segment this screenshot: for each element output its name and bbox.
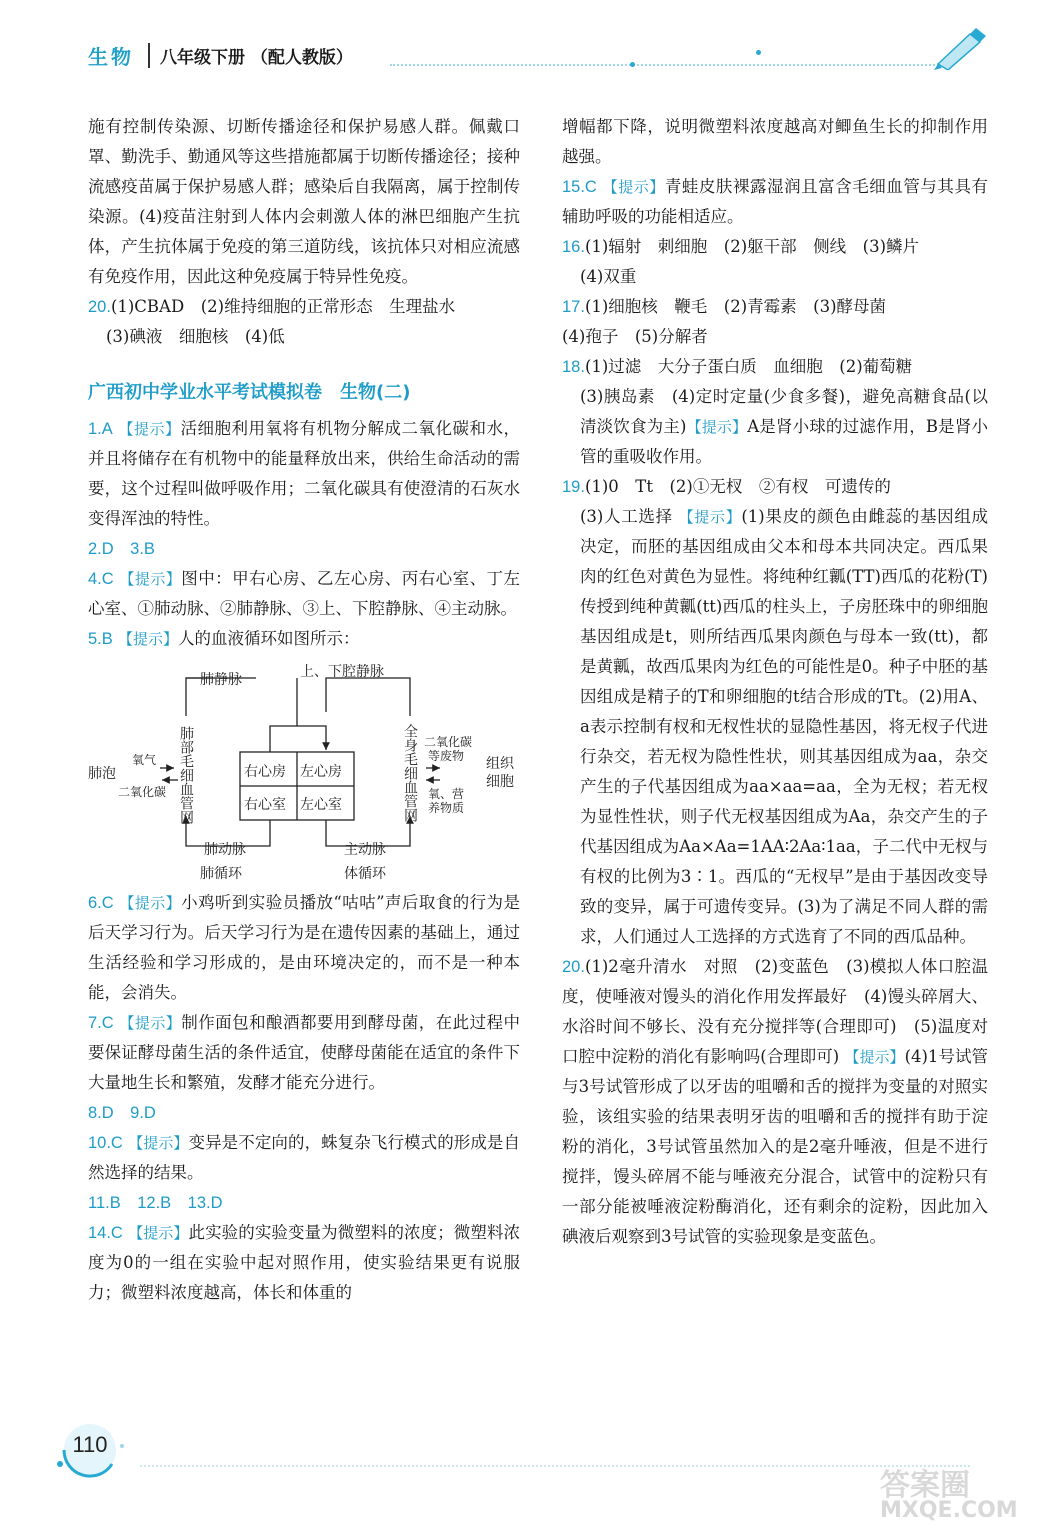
hint-tag: 【提示】 xyxy=(686,418,748,436)
answer-10 xyxy=(88,1128,520,1188)
answer-number: 20. xyxy=(562,958,585,976)
label-left-ventricle: 左心室 xyxy=(300,797,342,813)
hint-tag: 【提示】 xyxy=(118,630,179,648)
label-right-atrium: 右心房 xyxy=(244,764,286,780)
label-body-capillaries: 全身毛细血管网 xyxy=(402,724,418,822)
label-pulmonary-vein: 肺静脉 xyxy=(200,672,242,688)
answer-number: 7.C xyxy=(88,1014,114,1032)
label-lung-capillaries: 肺部毛细血管网 xyxy=(178,726,194,824)
label-nutrients: 氧、营 xyxy=(428,787,465,801)
answer-text: (1)果皮的颜色由雌蕊的基因组成决定，而胚的基因组成由父本和母本共同决定。西瓜果肉的红色对黄色为显性。将纯种红瓤(TT)西瓜的花粉(T)传授到纯种黄瓤(tt)西瓜的柱头上，子房胚珠中的卵细胞基因组成是t，则所结西瓜果肉颜色与母本一致(tt)，都是黄瓤，故西瓜果肉为红色的可能性是0。种子中胚的基因组成是精子的T和卵细胞的t结合形成的Tt。(2)用A、a表示控制有杈和无杈性状的显隐性基因，将无杈子代进行杂交，若无杈为隐性性状，则其基因组成为aa，杂交产生的子代基因组成为aa×aa=aa，全为无杈；若无杈为显性性状，则子代无杈基因组成为Aa，杂交产生的子代基因组成为Aa×Aa=1AA∶2Aa∶1aa，子二代中无杈与有杈的比例为3∶1。西瓜的“无杈早”是由于基因改变导致的变异，属于可遗传变异。(3)为了满足不同人群的需求，人们通过人工选择的方式选育了不同的西瓜品种。 xyxy=(580,507,988,946)
answer-19-cont xyxy=(562,502,988,952)
hint-tag: 【提示】 xyxy=(119,894,182,912)
answer-19 xyxy=(562,472,988,502)
hint-tag: 【提示】 xyxy=(119,1014,182,1032)
answer-8-9: 8.D 9.D xyxy=(88,1104,156,1122)
answer-14 xyxy=(88,1218,520,1308)
answer-number: 17. xyxy=(562,298,585,316)
hint-tag: 【提示】 xyxy=(128,1134,189,1152)
answer-text: 变异是不定向的，蛛复杂飞行模式的形成是自然选择的结果。 xyxy=(88,1133,520,1182)
answer-7 xyxy=(88,1008,520,1098)
label-systemic-circulation: 体循环 xyxy=(344,866,386,882)
answer-1 xyxy=(88,414,520,534)
page-header xyxy=(88,38,353,72)
label-pulmonary-artery: 肺动脉 xyxy=(204,842,246,858)
answer-text: (3)胰岛素 (4)定时定量(少食多餐)，避免高糖食品(以清淡饮食为主) xyxy=(580,387,988,436)
answer-number: 18. xyxy=(562,358,585,376)
label-right-ventricle: 右心室 xyxy=(244,797,286,813)
hint-tag: 【提示】 xyxy=(844,1048,905,1066)
label-tissue-cells: 组织 xyxy=(486,756,514,772)
label-co2-waste: 二氧化碳 xyxy=(424,735,473,749)
answer-text: A是肾小球的过滤作用，B是肾小管的重吸收作用。 xyxy=(580,417,988,466)
answer-number: 6.C xyxy=(88,894,114,912)
pen-icon xyxy=(930,26,990,70)
answer-text: (1)细胞核 鞭毛 (2)青霉素 (3)酵母菌 xyxy=(584,297,887,316)
label-pulmonary-circulation: 肺循环 xyxy=(200,866,242,882)
label-aorta: 主动脉 xyxy=(344,842,386,858)
right-column xyxy=(562,112,988,1252)
answer-18-cont xyxy=(562,382,988,472)
answer-text: (1)辐射 刺细胞 (2)躯干部 侧线 (3)鳞片 xyxy=(584,237,920,256)
answer-20 xyxy=(562,952,988,1252)
answer-text: (3)碘液 细胞核 (4)低 xyxy=(106,327,285,346)
answer-text: (4)1号试管与3号试管形成了以牙齿的咀嚼和舌的搅拌为变量的对照实验，该组实验的结果表明牙齿的咀嚼和舌的搅拌有助于淀粉的消化，3号试管虽然加入的是2毫升唾液，但是不进行搅拌，馒头碎屑不能与唾液充分混合，试管中的淀粉只有一部分能被唾液淀粉酶消化，还有剩余的淀粉，因此加入碘液后观察到3号试管的实验现象是变蓝色。 xyxy=(562,1047,988,1246)
paragraph: 增幅都下降，说明微塑料浓度越高对鲫鱼生长的抑制作用越强。 xyxy=(562,117,988,166)
answer-text: 小鸡听到实验员播放“咕咕”声后取食的行为是后天学习行为。后天学习行为是在遗传因素的基础上，通过生活经验和学习形成的，是由环境决定的，而不是一种本能，会消失。 xyxy=(88,893,520,1002)
answer-2-3: 2.D 3.B xyxy=(88,540,155,558)
watermark-logo: 答案圈 xyxy=(880,1468,970,1503)
blood-circulation-diagram xyxy=(88,656,520,884)
header-divider xyxy=(390,64,950,66)
left-column xyxy=(88,112,520,1308)
answer-6 xyxy=(88,888,520,1008)
watermark-url: MXQE.COM xyxy=(880,1498,1018,1523)
answer-text: 活细胞利用氧将有机物分解成二氧化碳和水，并且将储存在有机物中的能量释放出来，供给生命活动的需要，这个过程叫做呼吸作用；二氧化碳具有使澄清的石灰水变得浑浊的特性。 xyxy=(88,419,520,528)
answer-20 xyxy=(88,292,520,322)
answer-number: 15.C xyxy=(562,178,597,196)
hint-tag: 【提示】 xyxy=(119,570,182,588)
paragraph: 施有控制传染源、切断传播途径和保护易感人群。佩戴口罩、勤洗手、勤通风等这些措施都属于切断传播途径；接种流感疫苗属于保护易感人群；感染后自我隔离，属于控制传染源。(4)疫苗注射到人体内会刺激人体的淋巴细胞产生抗体，产生抗体属于免疫的第三道防线，该抗体只对相应流感有免疫作用，因此这种免疫属于特异性免疫。 xyxy=(88,117,520,286)
label-alveoli: 肺泡 xyxy=(88,766,116,782)
answer-number: 16. xyxy=(562,238,585,256)
label-nutrients: 养物质 xyxy=(428,801,465,815)
answer-number: 19. xyxy=(562,478,585,496)
answer-text: 制作面包和酿酒都要用到酵母菌，在此过程中要保证酵母菌生活的条件适宜，使酵母菌能在适宜的条件下大量地生长和繁殖，发酵才能充分进行。 xyxy=(88,1013,520,1092)
answer-text: (3)人工选择 xyxy=(580,507,673,526)
answer-18 xyxy=(562,352,988,382)
answer-text: (1)CBAD (2)维持细胞的正常形态 生理盐水 xyxy=(110,297,456,316)
answer-5 xyxy=(88,624,520,654)
answer-text: (4)双重 xyxy=(580,267,637,286)
answer-text: 此实验的实验变量为微塑料的浓度；微塑料浓度为0的一组在实验中起对照作用，使实验结果更有说服力；微塑料浓度越高，体长和体重的 xyxy=(88,1223,520,1302)
answer-text: 图中：甲右心房、乙左心房、丙右心室、丁左心室、①肺动脉、②肺静脉、③上、下腔静脉、④主动脉。 xyxy=(88,569,520,618)
answer-number: 5.B xyxy=(88,630,113,648)
footer-divider xyxy=(140,1465,970,1467)
answer-16 xyxy=(562,232,988,262)
label-tissue-cells: 细胞 xyxy=(486,774,514,790)
hint-tag: 【提示】 xyxy=(118,420,181,438)
answer-number: 1.A xyxy=(88,420,113,438)
answer-17 xyxy=(562,292,988,322)
hint-tag: 【提示】 xyxy=(678,508,742,526)
answer-text: (1)过滤 大分子蛋白质 血细胞 (2)葡萄糖 xyxy=(584,357,913,376)
grade-label: 八年级下册 （配人教版） xyxy=(148,43,353,68)
answer-text: 人的血液循环如图所示： xyxy=(178,629,360,648)
hint-tag: 【提示】 xyxy=(602,178,665,196)
answer-text: 青蛙皮肤裸露湿润且富含毛细血管与其具有辅助呼吸的功能相适应。 xyxy=(562,177,988,226)
header-dot xyxy=(630,62,635,67)
label-co2-waste: 等废物 xyxy=(428,749,465,763)
answer-text: (4)孢子 (5)分解者 xyxy=(562,327,708,346)
label-co2: 二氧化碳 xyxy=(118,785,167,799)
label-oxygen: 氧气 xyxy=(132,753,157,767)
header-dot xyxy=(756,50,761,55)
label-left-atrium: 左心房 xyxy=(300,764,342,780)
answer-text: (1)0 Tt (2)①无杈 ②有杈 可遗传的 xyxy=(584,477,891,496)
answer-number: 4.C xyxy=(88,570,114,588)
page-number: 110 xyxy=(72,1432,108,1457)
hint-tag: 【提示】 xyxy=(128,1224,189,1242)
answer-number: 14.C xyxy=(88,1224,123,1242)
section-title: 广西初中学业水平考试模拟卷 生物(二) xyxy=(88,382,411,403)
subject-label: 生物 xyxy=(88,44,134,69)
label-vena-cava: 上、下腔静脉 xyxy=(300,664,384,680)
answer-number: 10.C xyxy=(88,1134,123,1152)
answer-text: (1)2毫升清水 对照 (2)变蓝色 (3)模拟人体口腔温度，使唾液对馒头的消化作用发挥最好 (4)馒头碎屑大、水浴时间不够长、没有充分搅拌等(合理即可) (5)温度对口腔中淀粉的消化有影响吗(合理即可) xyxy=(562,957,988,1066)
answer-4 xyxy=(88,564,520,624)
answer-15 xyxy=(562,172,988,232)
answer-11-13: 11.B 12.B 13.D xyxy=(88,1194,223,1212)
answer-number: 20. xyxy=(88,298,111,316)
